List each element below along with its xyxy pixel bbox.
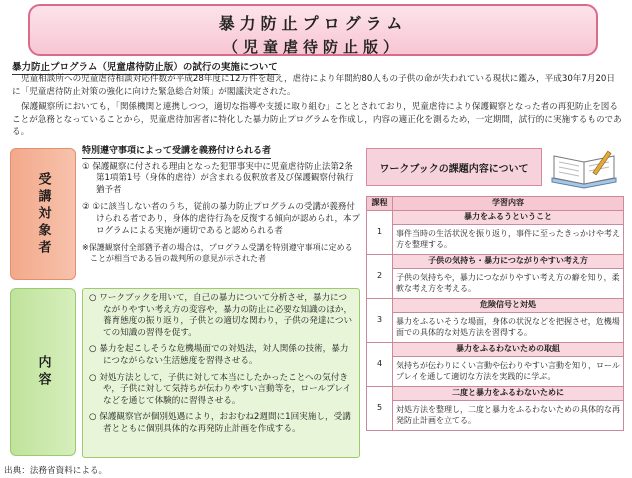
table-row	[367, 255, 624, 269]
content-item: ○ 保護観察官が個別処遇により，おおむね2週間に1回実施し，受講者とともに個別具体的な再発防止計画を作成する。	[89, 412, 351, 434]
target-item-2: ② ①に該当しない者のうち，従前の暴力防止プログラムの受講が義務付けられる者であり，身体的虐待行為を反復する傾向が認められ，本プログラムによる実施が適切であると認められる者	[82, 202, 361, 236]
title-line1: 暴力防止プログラム	[218, 14, 408, 33]
content-label: 内容	[10, 288, 76, 456]
content-item: ○ 暴力を起こしそうな危機場面での対処法，対人関係の技術，暴力につながらない生活態度を習得させる。	[89, 344, 349, 366]
target-note: ※保護観察付全部猶予者の場合は，プログラム受講を特別遵守事項に定めることが相当である旨の裁判所の意見が示された者	[82, 243, 353, 264]
course-number: 3	[367, 299, 393, 343]
course-title: 危険信号と対処	[393, 299, 624, 313]
target-label: 受講対象者	[10, 148, 76, 280]
title-line2: （児童虐待防止版）	[222, 38, 403, 56]
content-item: ○ 対処方法として，子供に対して本当にしたかったことへの気付きや，子供に対して気持ちが伝わりやすい言動等を，ロールプレイなどを通じて体験的に習得させる。	[89, 372, 352, 406]
target-section	[82, 146, 360, 284]
course-number: 4	[367, 343, 393, 387]
course-number: 1	[367, 211, 393, 255]
source-note: 出典：法務省資料による。	[4, 466, 108, 476]
course-number: 2	[367, 255, 393, 299]
content-item: ○ ワークブックを用いて，自己の暴力について分析させ，暴力につながりやすい考え方の変容や，暴力の防止に必要な知識のほか，養育態度の振り返り，子供との適切な関わり，子供の発達についての知識の習得を促す。	[89, 293, 353, 338]
course-number: 5	[367, 387, 393, 431]
table-row	[367, 343, 624, 357]
title-banner	[28, 4, 598, 56]
target-heading: 特別遵守事項によって受講を義務付けられる者	[82, 146, 271, 159]
intro-heading: 暴力防止プログラム（児童虐待防止版）の試行の実施について	[12, 59, 278, 75]
content-section	[82, 288, 360, 458]
workbook-table	[366, 196, 624, 431]
course-title: 子供の気持ち・暴力につながりやすい考え方	[393, 255, 624, 269]
course-title: 二度と暴力をふるわないために	[393, 387, 624, 401]
course-desc: 気持ちが伝わりにくい言動や伝わりやすい言動を知り，ロールプレイを通して適切な方法を実践的に学ぶ。	[393, 357, 624, 387]
course-desc: 子供の気持ちや，暴力につながりやすい考え方の癖を知り，柔軟な考え方を考える。	[393, 269, 624, 299]
book-icon	[546, 148, 622, 192]
intro-paragraph-2: 保護観察所においても，「関係機関と連携しつつ，適切な指導や支援に取り組む」こととされており，児童虐待により保護観察となった者の再犯防止を図ることが急務となっていることから，児童虐待加害者に特化した暴力防止プログラムを作成し，内容の適正化を測るため，一定期間，試行的に実施するものである。	[12, 102, 622, 137]
col-content-header: 学習内容	[393, 197, 624, 211]
course-desc: 暴力をふるいそうな場面，身体の状況などを把握させ，危機場面での具体的な対処方法を習得する。	[393, 313, 624, 343]
intro-paragraph-1: 児童相談所への児童虐待相談対応件数が平成28年度に12万件を超え，虐待により年間約80人もの子供の命が失われている現状に鑑み，平成30年7月20日に「児童虐待防止対策の強化に向けた緊急総合対策」が閣議決定された。	[12, 74, 615, 97]
course-desc: 対処方法を整理し，二度と暴力をふるわないための具体的な再発防止計画を立てる。	[393, 401, 624, 431]
course-desc: 事件当時の生活状況を振り返り，事件に至ったきっかけや考え方を整理する。	[393, 225, 624, 255]
workbook-banner: ワークブックの課題内容について	[366, 148, 542, 186]
course-title: 暴力をふるうということ	[393, 211, 624, 225]
table-row	[367, 211, 624, 225]
target-item-1: ① 保護観察に付される理由となった犯罪事実中に児童虐待防止法第2条第1項第1号（身体的虐待）が含まれる仮釈放者及び保護観察付執行猶予者	[82, 161, 354, 195]
course-title: 暴力をふるわないための取組	[393, 343, 624, 357]
col-course-header: 課程	[367, 197, 393, 211]
table-row	[367, 299, 624, 313]
table-row	[367, 387, 624, 401]
